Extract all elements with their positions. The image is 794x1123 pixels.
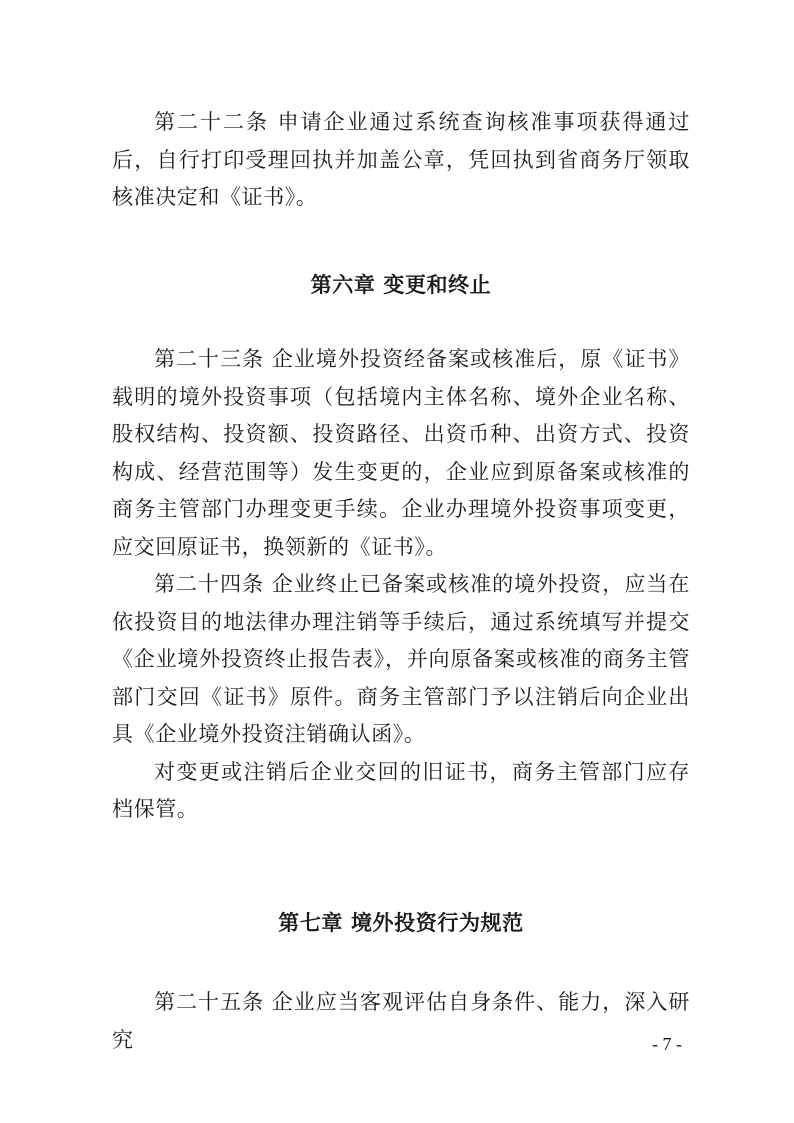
chapter-7-body xyxy=(112,984,690,1059)
article-24: 第二十四条 企业终止已备案或核准的境外投资，应当在依投资目的地法律办理注销等手续后，通过系统填写并提交《企业境外投资终止报告表》，并向原备案或核准的商务主管部门交回《证书》原件。商务主管部门予以注销后向企业出具《企业境外投资注销确认函》。 xyxy=(112,572,690,746)
chapter-6-body xyxy=(112,341,690,829)
article-24-extra: 对变更或注销后企业交回的旧证书，商务主管部门应存档保管。 xyxy=(112,759,690,821)
chapter-7-title: 第七章 境外投资行为规范 xyxy=(278,910,524,935)
chapter-7-container xyxy=(112,904,690,942)
article-22: 第二十二条 申请企业通过系统查询核准事项获得通过后，自行打印受理回执并加盖公章，凭回执到省商务厅领取核准决定和《证书》。 xyxy=(112,110,690,209)
page-number: - 7 - xyxy=(652,1034,682,1054)
article-22-block xyxy=(112,104,690,217)
article-25: 第二十五条 企业应当客观评估自身条件、能力，深入研究 xyxy=(112,990,690,1052)
article-23: 第二十三条 企业境外投资经备案或核准后，原《证书》载明的境外投资事项（包括境内主体名称、境外企业名称、股权结构、投资额、投资路径、出资币种、出资方式、投资构成、经营范围等）发生变更的，企业应到原备案或核准的商务主管部门办理变更手续。企业办理境外投资事项变更，应交回原证书，换领新的《证书》。 xyxy=(112,347,690,559)
chapter-6-title: 第六章 变更和终止 xyxy=(310,272,492,297)
chapter-6-container xyxy=(112,266,690,304)
